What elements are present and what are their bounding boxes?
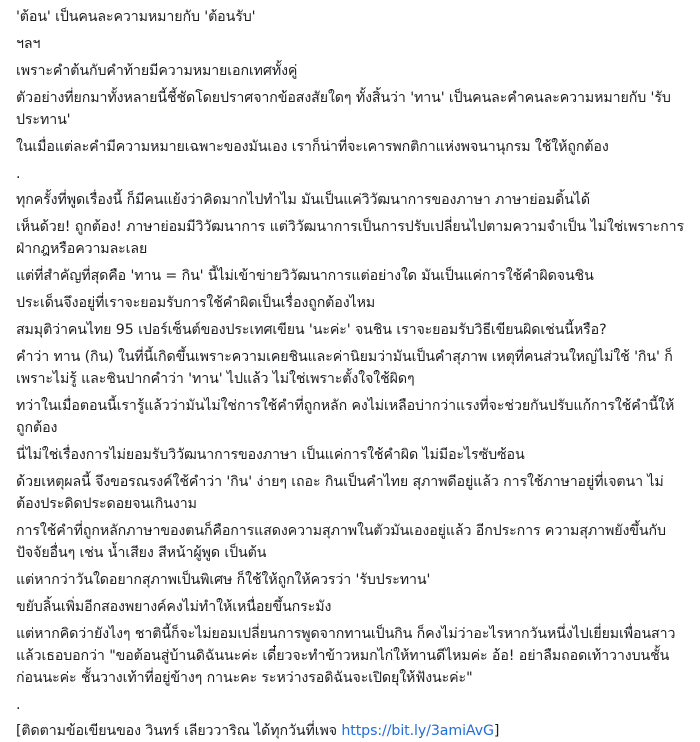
paragraph: ทว่าในเมื่อตอนนี้เรารู้แล้วว่ามันไม่ใช่การใช้คำที่ถูกหลัก คงไม่เหลือบ่ากว่าแรงที่จะช่วยกันปรับแก้การใช้คำนี้ให้ถูกต้อง (16, 398, 675, 436)
paragraph: ขยับลิ้นเพิ่มอีกสองพยางค์คงไม่ทำให้เหนื่อยขึ้นกระมัง (16, 599, 332, 615)
separator-dot: . (16, 697, 21, 713)
paragraph: แต่หากคิดว่ายังไงๆ ชาตินี้ก็จะไม่ยอมเปลี่ยนการพูดจากทานเป็นกิน ก็คงไม่ว่าอะไรหากวันหนึ่งไปเยี่ยมเพื่อนสาว แล้วเธอบอกว่า "ขอต้อนสู่บ้านดิฉันนะค่ะ เดี๋ยวจะทำข้าวหมกไก่ให้ทานดีไหมค่ะ อ้อ! อย่าลืมถอดเท้าวางบนชั้นก่อนนะค่ะ ชั้นวางเท้าที่อยู่ข้างๆ กานะคะ ระหว่างรอดิฉันจะเปิดยุให้ฟังนะค่ะ" (16, 626, 676, 686)
paragraph: ประเด็นจึงอยู่ที่เราจะยอมรับการใช้คำผิดเป็นเรื่องถูกต้องไหม (16, 295, 376, 311)
paragraph: 'ต้อน' เป็นคนละความหมายกับ 'ต้อนรับ' (16, 9, 256, 25)
paragraph: เพราะคำต้นกับคำท้ายมีความหมายเอกเทศทั้งคู่ (16, 63, 298, 79)
paragraph: ด้วยเหตุผลนี้ จึงขอรณรงค์ใช้คำว่า 'กิน' ง่ายๆ เถอะ กินเป็นคำไทย สุภาพดีอยู่แล้ว การใช้ภาษาอยู่ที่เจตนา ไม่ต้องประดิดประดอยจนเกินงาม (16, 474, 664, 512)
paragraph: สมมุติว่าคนไทย 95 เปอร์เซ็นต์ของประเทศเขียน 'นะค่ะ' จนชิน เราจะยอมรับวิธีเขียนผิดเช่นนี้หรือ? (16, 322, 607, 338)
paragraph: เห็นด้วย! ถูกต้อง! ภาษาย่อมมีวิวัฒนาการ แต่วิวัฒนาการเป็นการปรับเปลี่ยนไปตามความจำเป็น ไม่ใช่เพราะการฝ่ากฎหรือความละเลย (16, 219, 684, 257)
paragraph: แต่ที่สำคัญที่สุดคือ 'ทาน = กิน' นี้ไม่เข้าข่ายวิวัฒนาการแต่อย่างใด มันเป็นแค่การใช้คำผิดจนชิน (16, 268, 594, 284)
paragraph: แต่หากว่าวันใดอยากสุภาพเป็นพิเศษ ก็ใช้ให้ถูกให้ควรว่า 'รับประทาน' (16, 572, 431, 588)
footer-paragraph (16, 720, 684, 742)
paragraph: การใช้คำที่ถูกหลักภาษาของตนก็คือการแสดงความสุภาพในตัวมันเองอยู่แล้ว อีกประการ ความสุภาพยังขึ้นกับปัจจัยอื่นๆ เช่น น้ำเสียง สีหน้าผู้พูด เป็นต้น (16, 523, 666, 561)
paragraph: ในเมื่อแต่ละคำมีความหมายเฉพาะของมันเอง เราก็น่าที่จะเคารพกติกาแห่งพจนานุกรม ใช้ให้ถูกต้อง (16, 139, 609, 155)
page-link[interactable]: https://bit.ly/3amiAvG (341, 723, 494, 739)
paragraph: คำว่า ทาน (กิน) ในที่นี้เกิดขึ้นเพราะความเคยชินและค่านิยมว่ามันเป็นคำสุภาพ เหตุที่คนส่วนใหญ่ไม่ใช้ 'กิน' ก็เพราะไม่รู้ และชินปากคำว่า 'ทาน' ไปแล้ว ไม่ใช่เพราะตั้งใจใช้ผิดๆ (16, 349, 673, 387)
paragraph: นี่ไม่ใช่เรื่องการไม่ยอมรับวิวัฒนาการของภาษา เป็นแค่การใช้คำผิด ไม่มีอะไรซับซ้อน (16, 447, 525, 463)
paragraph: ตัวอย่างที่ยกมาทั้งหลายนี้ชี้ชัดโดยปราศจากข้อสงสัยใดๆ ทั้งสิ้นว่า 'ทาน' เป็นคนละคำคนละความหมายกับ 'รับประทาน' (16, 90, 671, 128)
paragraph: ทุกครั้งที่พูดเรื่องนี้ ก็มีคนแย้งว่าคิดมากไปทำไม มันเป็นแค่วิวัฒนาการของภาษา ภาษาย่อมดิ้นได้ (16, 192, 590, 208)
footer-suffix: ] (493, 723, 500, 739)
footer-prefix: [ติดตามข้อเขียนของ วินทร์ เลียววาริณ ได้ทุกวันที่เพจ (16, 723, 342, 739)
paragraph: ฯลฯ (16, 36, 41, 52)
separator-dot: . (16, 166, 21, 182)
